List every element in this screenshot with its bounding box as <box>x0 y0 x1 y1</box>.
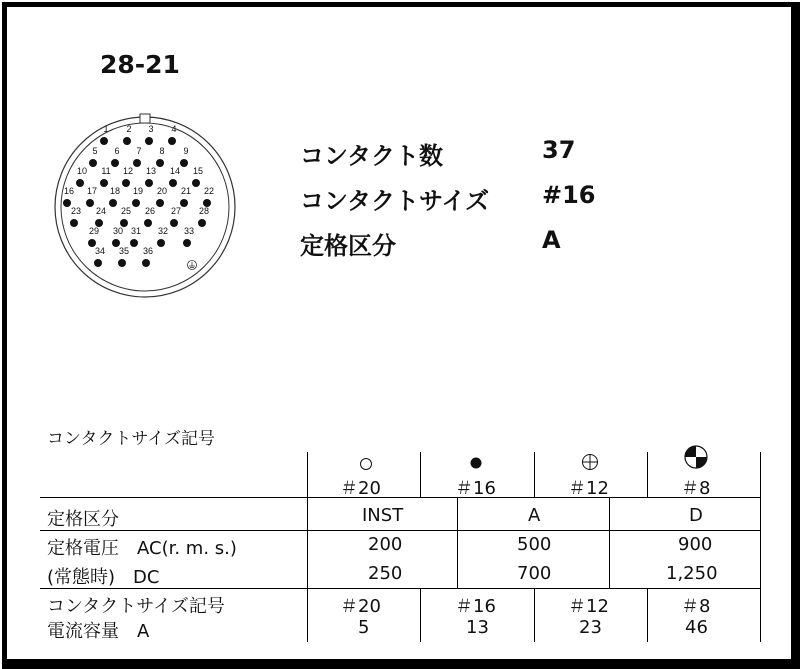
contact-label: 14 <box>169 166 181 176</box>
voltage-dc-a: 700 <box>517 563 552 584</box>
contact-label: 22 <box>203 186 215 196</box>
part-number: 28-21 <box>100 50 180 79</box>
open-circle-icon <box>358 456 374 472</box>
contact-label: 35 <box>118 246 130 256</box>
voltage-ac-inst: 200 <box>368 534 403 555</box>
contact-label: 6 <box>114 146 120 156</box>
contact-label: 32 <box>157 226 169 236</box>
contact-label: 27 <box>170 206 182 216</box>
size-8: ＃8 <box>681 596 711 617</box>
rating-a: A <box>528 505 541 526</box>
spec-label: コンタクトサイズ <box>300 187 490 215</box>
row-label-current: 電流容量 A <box>47 621 150 642</box>
contact-label: 28 <box>198 206 210 216</box>
size-20: ＃20 <box>340 596 381 617</box>
contact-label: 24 <box>95 206 107 216</box>
contact-label: 34 <box>94 246 106 256</box>
contact-label: 20 <box>156 186 168 196</box>
contact-label: 9 <box>183 146 189 156</box>
contact-label: 17 <box>86 186 98 196</box>
legend-size-16: ＃16 <box>455 478 496 499</box>
voltage-ac-a: 500 <box>517 534 552 555</box>
size-16: ＃16 <box>455 596 496 617</box>
table-rule <box>534 589 535 642</box>
contact-label: 33 <box>183 226 195 236</box>
current-8: 46 <box>685 617 708 638</box>
legend-title: コンタクトサイズ記号 <box>47 429 215 449</box>
contact-label: 4 <box>171 124 177 134</box>
spec-label: コンタクト数 <box>300 142 444 170</box>
table-rule <box>534 452 535 498</box>
quartered-circle-icon <box>683 444 709 470</box>
current-20: 5 <box>358 617 370 638</box>
table-rule <box>40 497 760 498</box>
contact-label: 30 <box>112 226 124 236</box>
voltage-ac-d: 900 <box>678 534 713 555</box>
current-12: 23 <box>579 617 602 638</box>
rating-inst: INST <box>362 505 404 526</box>
contact-label: 18 <box>109 186 121 196</box>
spec-value: A <box>542 226 561 254</box>
contact-label: 21 <box>180 186 192 196</box>
contact-label: 12 <box>122 166 134 176</box>
row-label-voltage-ac: 定格電圧 AC(r. m. s.) <box>47 538 237 559</box>
spec-label: 定格区分 <box>300 232 396 260</box>
table-rule <box>760 452 761 642</box>
contact-label: 19 <box>132 186 144 196</box>
contact-label: 25 <box>120 206 132 216</box>
table-rule <box>307 452 308 642</box>
table-rule <box>609 498 610 588</box>
legend-size-8: ＃8 <box>681 478 711 499</box>
row-label-voltage-dc: (常態時) DC <box>47 567 160 588</box>
contact-label: 26 <box>144 206 156 216</box>
row-label-contact-size: コンタクトサイズ記号 <box>47 596 225 617</box>
legend-size-20: ＃20 <box>340 478 381 499</box>
contact-label: 7 <box>136 146 142 156</box>
table-rule <box>457 498 458 588</box>
spec-value: #16 <box>542 181 596 209</box>
contact-label: 23 <box>70 206 82 216</box>
size-12: ＃12 <box>568 596 609 617</box>
contact-label: 13 <box>145 166 157 176</box>
contact-label: 11 <box>101 166 111 176</box>
legend-size-12: ＃12 <box>568 478 609 499</box>
contact-label: 5 <box>92 146 98 156</box>
current-16: 13 <box>466 617 489 638</box>
contact-label: 29 <box>88 226 100 236</box>
row-label-rating: 定格区分 <box>47 509 119 530</box>
crosshair-circle-icon <box>580 452 600 472</box>
contact-label: 10 <box>76 166 88 176</box>
contact-label: 2 <box>126 124 132 134</box>
contact-label: 16 <box>63 186 75 196</box>
voltage-dc-d: 1,250 <box>666 563 718 584</box>
contact-label: 36 <box>142 246 154 256</box>
table-rule <box>647 452 648 498</box>
contact-label: 3 <box>148 124 154 134</box>
contact-label: 31 <box>130 226 142 236</box>
spec-value: 37 <box>542 136 576 164</box>
voltage-dc-inst: 250 <box>368 563 403 584</box>
contact-label: 8 <box>159 146 165 156</box>
table-rule <box>420 589 421 642</box>
filled-circle-icon <box>468 455 484 471</box>
contact-label: 1 <box>103 124 109 134</box>
table-rule <box>40 530 760 531</box>
contact-label: 15 <box>192 166 204 176</box>
rating-d: D <box>689 505 703 526</box>
table-rule <box>420 452 421 498</box>
table-rule <box>647 589 648 642</box>
